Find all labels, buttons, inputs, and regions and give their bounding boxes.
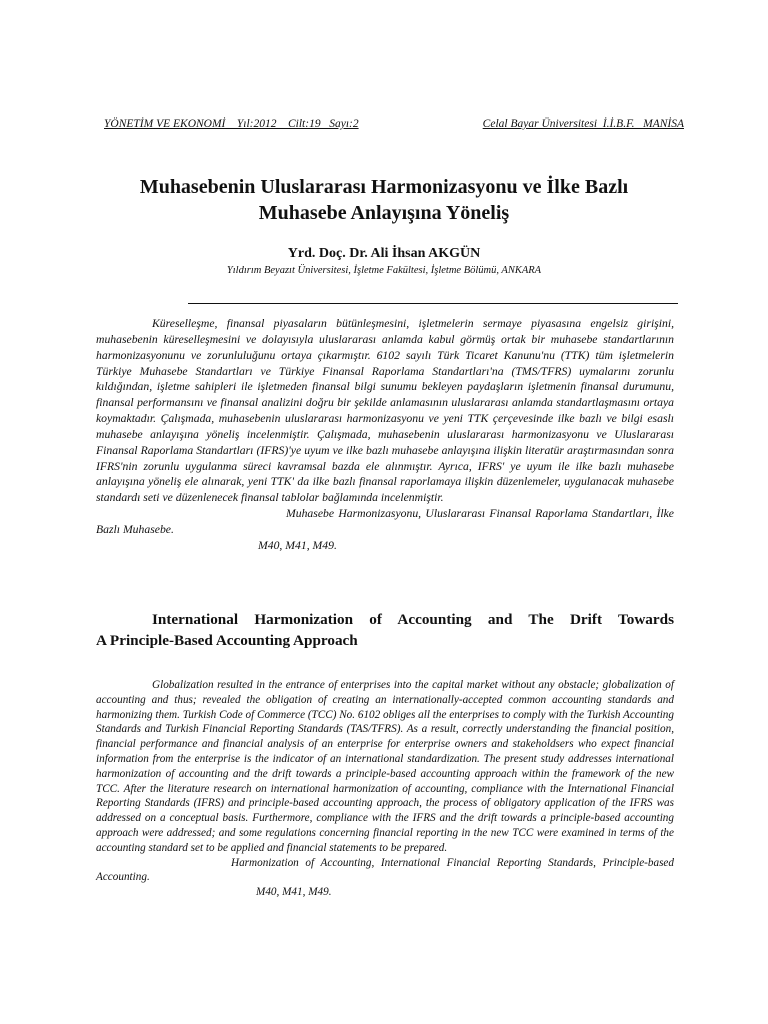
abstract-turkish — [96, 316, 674, 554]
keywords-en: Harmonization of Accounting, International Financial Reporting Standards, Principle-based Accounting. — [96, 856, 674, 884]
abstract-tr-text: Küreselleşme, finansal piyasaların bütünleşmesini, işletmelerin sermaye piyasasına engelsiz girişini, muhasebenin küreselleşmesini ve dolayısıyla uluslararası anlamda kabul görmüş ortak bir muhasebe standartlarının harmonizasyonunu ve zorunluluğunu ortaya çıkarmıştır. 6102 sayılı Türk Ticaret Kanunu'nu (TTK) tüm işletmelerin Türkiye Muhasebe Standartları ve Türkiye Finansal Raporlama Standartları'na (TMS/TFRS) uymalarını zorunlu kıldığından, işletme sahipleri ile işletmeden finansal bilgi sunumu bekleyen paydaşların işletmenin finansal durumunu, finansal performansını ve finansal analizini doğru bir şekilde anlamasının uluslararası anlamda standartlaşmasını ortaya koymaktadır. Çalışmada, muhasebenin uluslararası harmonizasyonu ve yeni TTK çerçevesinde ilke bazlı ve bilgi esaslı muhasebe anlayışına yöneliş incelenmiştir. Çalışmada, muhasebenin uluslararası harmonizasyonu ve Uluslararası Finansal Raporlama Standartları (IFRS)'ye uyum ve ilke bazlı muhasebe anlayışına ilişkin literatür araştırmasından sonra IFRS'nin zorunlu uygulanma süreci kavramsal bazda ele alınmıştır. Ayrıca, IFRS' ye uyum ile ilke bazlı muhasebe anlayışına yöneliş ele alınarak, yeni TTK' da ilke bazlı finansal raporlamaya ilişkin düzenlemeler, uygulanacak muhasebe standardı seti ve düzenlenecek finansal tablolar bağlamında incelenmiştir. — [96, 317, 674, 505]
university-info: Celal Bayar Üniversitesi İ.İ.B.F. MANİSA — [482, 118, 684, 130]
author-name: Yrd. Doç. Dr. Ali İhsan AKGÜN — [287, 246, 481, 261]
paper-title: Muhasebenin Uluslararası Harmonizasyonu ve İlke Bazlı Muhasebe Anlayışına Yöneliş — [139, 176, 629, 224]
keywords-tr: Muhasebe Harmonizasyonu, Uluslararası Finansal Raporlama Standartları, İlke Bazlı Muhasebe. — [96, 507, 674, 536]
divider-rule — [188, 303, 678, 304]
jel-codes-tr: M40, M41, M49. — [258, 538, 337, 552]
running-header — [104, 118, 684, 134]
abstract-english — [96, 678, 674, 900]
english-title — [96, 609, 674, 651]
jel-codes-en: M40, M41, M49. — [256, 886, 332, 899]
english-title-line-2: A Principle-Based Accounting Approach — [96, 632, 358, 649]
author-affiliation: Yıldırım Beyazıt Üniversitesi, İşletme Fakültesi, İşletme Bölümü, ANKARA — [226, 265, 542, 276]
journal-info: YÖNETİM VE EKONOMİ Yıl:2012 Cilt:19 Sayı:2 — [104, 118, 359, 130]
english-title-line-1: International Harmonization of Accounting and The Drift Towards — [152, 611, 674, 628]
abstract-en-text: Globalization resulted in the entrance of enterprises into the capital market without any obstacle; globalization of accounting and thus; revealed the obligation of creating an internationally-accepted common accounting standards and harmonizing them. Turkish Code of Commerce (TCC) No. 6102 obliges all the enterprises to comply with the Turkish Accounting Standards and Turkish Financial Reporting Standards (TAS/TFRS). As a result, correctly understanding the financial position, financial performance and financial analysis of an enterprise for enterprise owners and stakeholdsers who expect financial information from the enterprise is the indicator of an international standardization. The present study addresses international harmonization of accounting and the drift towards a principle-based accounting approach within the framework of the new TCC. After the literature research on international harmonization of accounting, compliance with the International Financial Reporting Standards (IFRS) and principle-based accounting approach, the process of obligatory application of the IFRS was addressed on a conceptual basis. Furthermore, compliance with the IFRS and the drift towards a principle-based accounting approach were addressed; and some regulations concerning financial reporting in the new TCC were examined in terms of the accounting standard set to be applied and financial statements to be prepared. — [96, 679, 674, 854]
